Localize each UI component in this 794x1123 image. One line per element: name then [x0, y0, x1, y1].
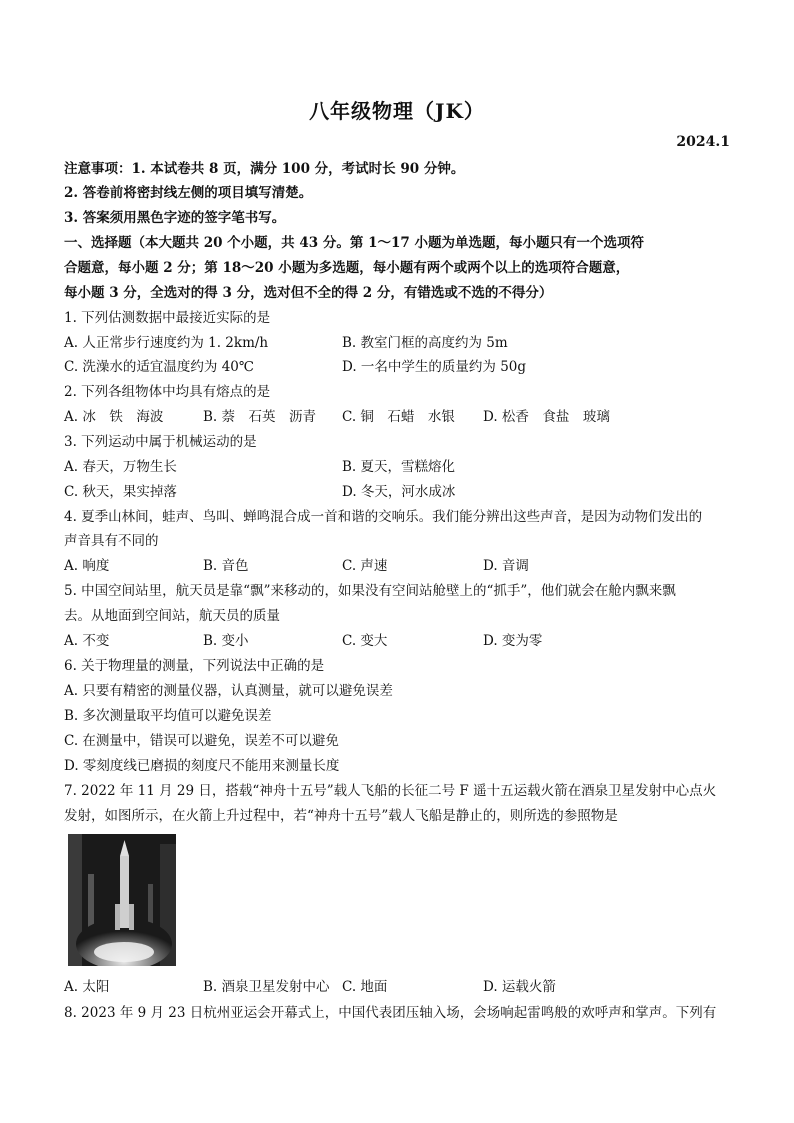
section-heading-line-2: 合题意，每小题 2 分；第 18～20 小题为多选题，每小题有两个或两个以上的选项符合题意，: [64, 260, 630, 276]
q2-option-c: C. 铜 石蜡 水银: [342, 409, 455, 425]
q4-option-d: D. 音调: [483, 558, 529, 574]
q6-option-b: B. 多次测量取平均值可以避免误差: [64, 708, 272, 724]
q4-stem-line-2: 声音具有不同的: [64, 533, 159, 549]
q4-option-b: B. 音色: [203, 558, 249, 574]
q8-stem-line-1: 8. 2023 年 9 月 23 日杭州亚运会开幕式上，中国代表团压轴入场，会场响起雷鸣般的欢呼声和掌声。下列有: [64, 1005, 717, 1021]
q7-stem-line-2: 发射，如图所示，在火箭上升过程中，若“神舟十五号”载人飞船是静止的，则所选的参照物是: [64, 808, 618, 824]
q5-option-b: B. 变小: [203, 633, 249, 649]
q5-option-d: D. 变为零: [483, 633, 543, 649]
q7-stem-line-1: 7. 2022 年 11 月 29 日，搭载“神舟十五号”载人飞船的长征二号 F 遥十五运载火箭在酒泉卫星发射中心点火: [64, 783, 717, 799]
q1-option-b: B. 教室门框的高度约为 5m: [342, 335, 508, 351]
q2-stem: 2. 下列各组物体中均具有熔点的是: [64, 384, 271, 400]
q4-option-c: C. 声速: [342, 558, 388, 574]
q4-option-a: A. 响度: [64, 558, 110, 574]
q7-option-a: A. 太阳: [64, 979, 110, 995]
q7-option-b: B. 酒泉卫星发射中心: [203, 979, 330, 995]
q6-stem: 6. 关于物理量的测量，下列说法中正确的是: [64, 658, 325, 674]
q7-option-d: D. 运载火箭: [483, 979, 556, 995]
q2-option-a: A. 冰 铁 海波: [64, 409, 164, 425]
q5-option-a: A. 不变: [64, 633, 110, 649]
rocket-launch-photo: [68, 834, 176, 966]
q1-stem: 1. 下列估测数据中最接近实际的是: [64, 310, 271, 326]
q6-option-c: C. 在测量中，错误可以避免，误差不可以避免: [64, 733, 339, 749]
q5-stem-line-1: 5. 中国空间站里，航天员是靠“飘”来移动的，如果没有空间站舱壁上的“抓手”，他们就会在舱内飘来飘: [64, 583, 676, 599]
exam-date: 2024.1: [676, 134, 730, 150]
notes-line-3: 3. 答案须用黑色字迹的签字笔书写。: [64, 210, 286, 226]
q4-stem-line-1: 4. 夏季山林间，蛙声、鸟叫、蝉鸣混合成一首和谐的交响乐。我们能分辨出这些声音，是因为动物们发出的: [64, 509, 703, 525]
page-title: 八年级物理（JK）: [309, 99, 485, 123]
q2-option-b: B. 萘 石英 沥青: [203, 409, 317, 425]
q3-option-c: C. 秋天，果实掉落: [64, 484, 177, 500]
q2-option-d: D. 松香 食盐 玻璃: [483, 409, 610, 425]
q6-option-a: A. 只要有精密的测量仪器，认真测量，就可以避免误差: [64, 683, 393, 699]
q3-stem: 3. 下列运动中属于机械运动的是: [64, 434, 257, 450]
notes-line-1: 注意事项：1. 本试卷共 8 页，满分 100 分，考试时长 90 分钟。: [64, 161, 465, 177]
section-heading-line-3: 每小题 3 分，全选对的得 3 分，选对但不全的得 2 分，有错选或不选的不得分）: [64, 285, 553, 301]
q5-option-c: C. 变大: [342, 633, 388, 649]
q1-option-c: C. 洗澡水的适宜温度约为 40℃: [64, 359, 255, 375]
q3-option-d: D. 冬天，河水成冰: [342, 484, 456, 500]
q3-option-a: A. 春天，万物生长: [64, 459, 177, 475]
q3-option-b: B. 夏天，雪糕熔化: [342, 459, 456, 475]
q6-option-d: D. 零刻度线已磨损的刻度尺不能用来测量长度: [64, 758, 340, 774]
q7-option-c: C. 地面: [342, 979, 388, 995]
section-heading-line-1: 一、选择题（本大题共 20 个小题，共 43 分。第 1～17 小题为单选题，每小题只有一个选项符: [64, 235, 644, 251]
notes-line-2: 2. 答卷前将密封线左侧的项目填写清楚。: [64, 185, 313, 201]
q1-option-a: A. 人正常步行速度约为 1. 2km/h: [64, 335, 269, 351]
q1-option-d: D. 一名中学生的质量约为 50g: [342, 359, 527, 375]
q5-stem-line-2: 去。从地面到空间站，航天员的质量: [64, 608, 280, 624]
